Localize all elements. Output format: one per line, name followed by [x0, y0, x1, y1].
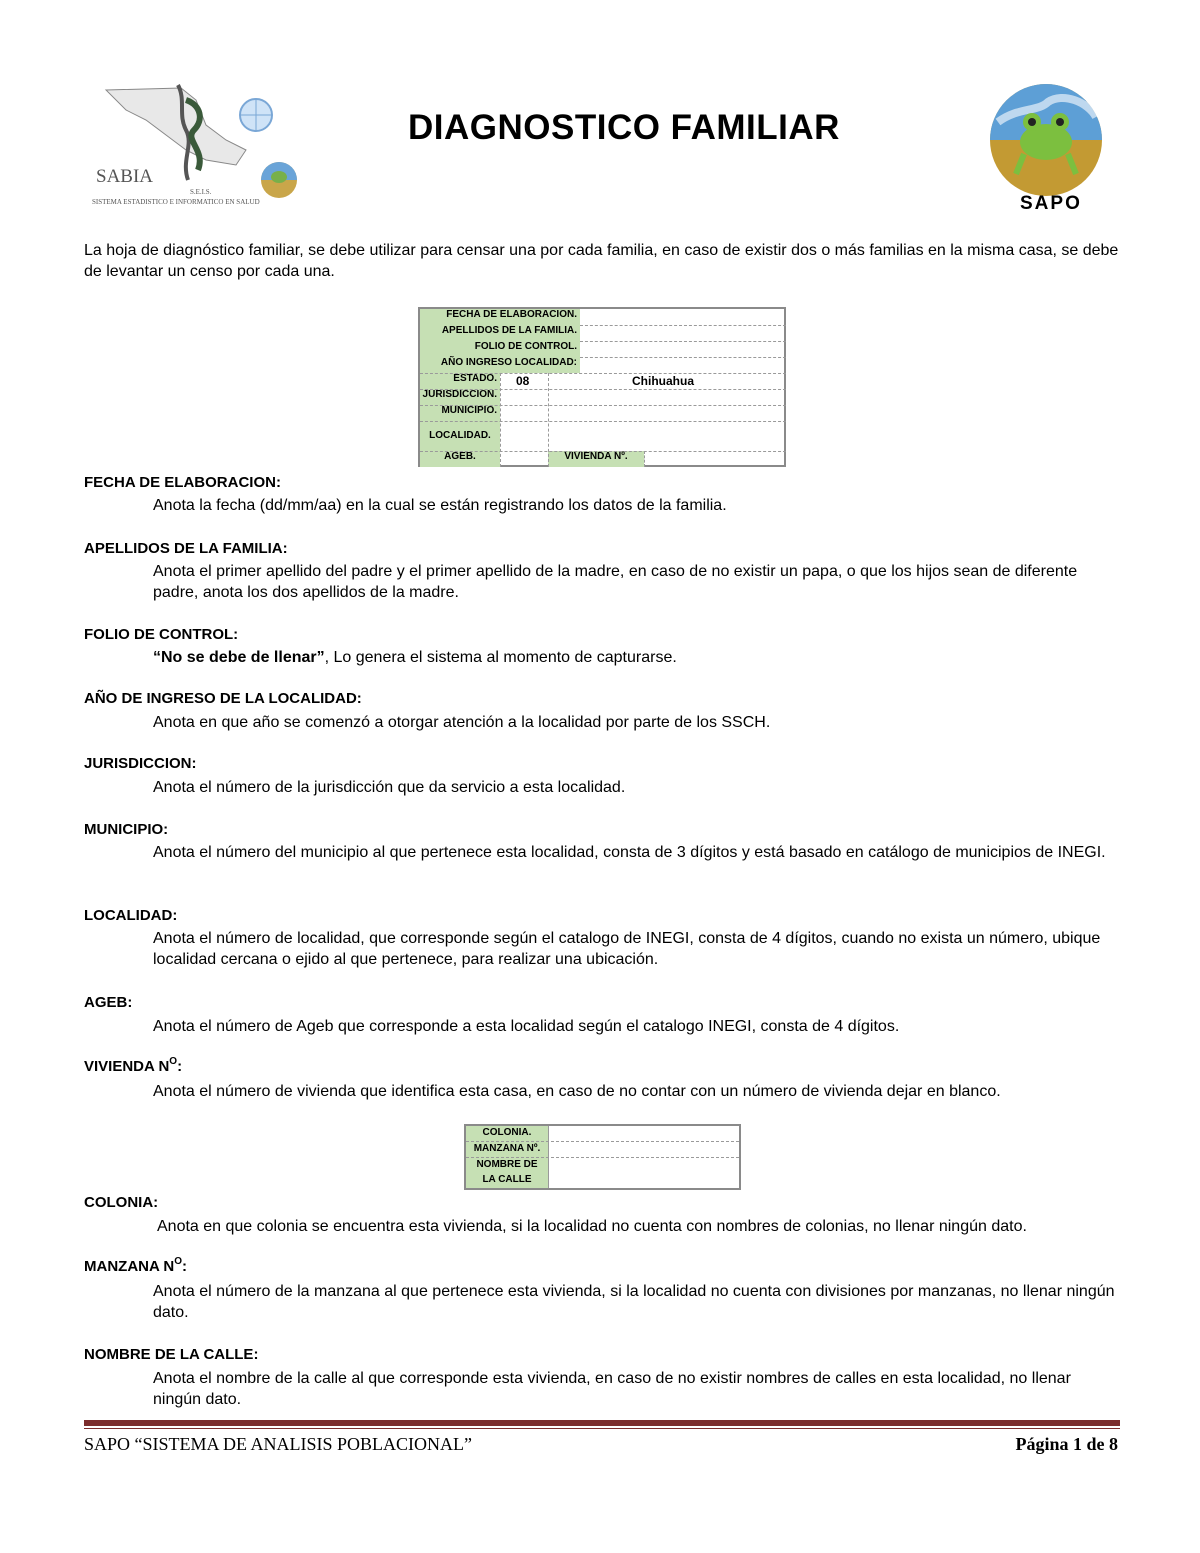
section-title-jurisdiccion: JURISDICCION: — [84, 755, 197, 772]
section-title-localidad: LOCALIDAD: — [84, 907, 178, 924]
form-label-ageb: AGEB. — [420, 451, 500, 467]
form2-label-calle: LA CALLE — [482, 1174, 532, 1185]
section-text-colonia: Anota en que colonia se encuentra esta vivienda, si la localidad no cuenta con nombres de colonias, no llenar ningún dato. — [157, 1218, 1027, 1235]
section-text-municipio: Anota el número del municipio al que pertenece esta localidad, consta de 3 dígitos y está basado en catálogo de municipios de INEGI. — [153, 844, 1106, 861]
seis-logo-text: S.E.I.S. — [190, 188, 212, 196]
section-title-municipio: MUNICIPIO: — [84, 821, 169, 838]
page-title: DIAGNOSTICO FAMILIAR — [408, 108, 840, 147]
section-title-calle: NOMBRE DE LA CALLE: — [84, 1346, 259, 1363]
footer-rule — [84, 1420, 1120, 1426]
form2-label-manzana: MANZANA Nº. — [473, 1143, 541, 1154]
section-title-vivienda: VIVIENDA $N^O$: — [84, 1056, 183, 1075]
form-example-header — [418, 307, 786, 467]
section-title-anio: AÑO DE INGRESO DE LA LOCALIDAD: — [84, 690, 362, 707]
section-title-manzana: MANZANA $N^O$: — [84, 1256, 188, 1275]
section-title-fecha: FECHA DE ELABORACION: — [84, 474, 281, 491]
section-title-apellidos: APELLIDOS DE LA FAMILIA: — [84, 540, 288, 557]
section-text-ageb: Anota el número de Ageb que corresponde a esta localidad según el catalogo INEGI, consta de 4 dígitos. — [153, 1018, 900, 1035]
form-label-folio: FOLIO DE CONTROL. — [420, 341, 580, 357]
footer-page-number: Página 1 de 8 — [1015, 1434, 1118, 1454]
section-text-jurisdiccion: Anota el número de la jurisdicción que da servicio a esta localidad. — [153, 779, 626, 796]
section-text-anio: Anota en que año se comenzó a otorgar atención a la localidad por parte de los SSCH. — [153, 714, 771, 731]
sapo-frog-globe-icon — [988, 82, 1108, 202]
intro-paragraph: La hoja de diagnóstico familiar, se debe utilizar para censar una por cada familia, en caso de existir dos o más familias en la misma casa, se debe de levantar un censo por cada una. — [84, 242, 1119, 280]
section-text-apellidos: Anota el primer apellido del padre y el primer apellido de la madre, en caso de no existir un papa, o que los hijos sean de diferente padre, anota los dos apellidos de la madre. — [153, 563, 1078, 601]
form-label-estado: ESTADO. — [420, 373, 500, 389]
section-text-localidad: Anota el número de localidad, que corresponde según el catalogo de INEGI, consta de 4 dígitos, cuando no exista un número, ubique localidad cercana o ejido al que pertenece, para realizar una ubicación. — [153, 930, 1101, 968]
form-label-vivienda: VIVIENDA Nº. — [548, 451, 644, 467]
footer-rule-thin — [84, 1428, 1120, 1429]
section-text-vivienda: Anota el número de vivienda que identifica esta casa, en caso de no contar con un número de vivienda dejar en blanco. — [153, 1083, 1001, 1100]
folio-note-rest: , Lo genera el sistema al momento de capturarse. — [324, 649, 677, 666]
form-estado-code: 08 — [516, 374, 530, 388]
form-label-apellidos: APELLIDOS DE LA FAMILIA. — [420, 325, 580, 341]
form2-label-colonia: COLONIA. — [482, 1127, 532, 1138]
section-text-folio — [153, 647, 1118, 668]
footer-system-name: SAPO “SISTEMA DE ANALISIS POBLACIONAL” — [84, 1434, 473, 1454]
section-text-calle: Anota el nombre de la calle al que corresponde esta vivienda, en caso de no existir nombres de calles en esta localidad, no llenar ningún dato. — [153, 1370, 1071, 1408]
section-title-colonia: COLONIA: — [84, 1194, 159, 1211]
section-text-manzana: Anota el número de la manzana al que pertenece esta vivienda, si la localidad no cuenta con divisiones por manzanas, no llenar ningún dato. — [153, 1283, 1115, 1321]
section-text-fecha: Anota la fecha (dd/mm/aa) en la cual se están registrando los datos de la familia. — [153, 497, 727, 514]
form-estado-name: Chihuahua — [632, 374, 694, 388]
sabia-logo-text: SABIA — [96, 166, 154, 187]
sabia-seis-logo — [86, 80, 306, 210]
form-example-address — [464, 1124, 741, 1190]
section-title-ageb: AGEB: — [84, 994, 133, 1011]
folio-bold-note: “No se debe de llenar” — [153, 649, 325, 666]
form2-label-nombre: NOMBRE DE — [476, 1159, 538, 1170]
form-label-jurisdiccion: JURISDICCION. — [420, 389, 500, 405]
form-label-municipio: MUNICIPIO. — [420, 405, 500, 421]
sapo-logo — [988, 82, 1108, 217]
sapo-logo-text: SAPO — [1020, 193, 1082, 214]
form-label-localidad: LOCALIDAD. — [420, 421, 500, 451]
form-label-fecha: FECHA DE ELABORACION. — [420, 309, 580, 325]
section-title-folio: FOLIO DE CONTROL: — [84, 626, 239, 643]
form-label-anio: AÑO INGRESO LOCALIDAD: — [420, 357, 580, 373]
seis-logo-subtitle: SISTEMA ESTADISTICO E INFORMATICO EN SALUD — [92, 198, 260, 206]
